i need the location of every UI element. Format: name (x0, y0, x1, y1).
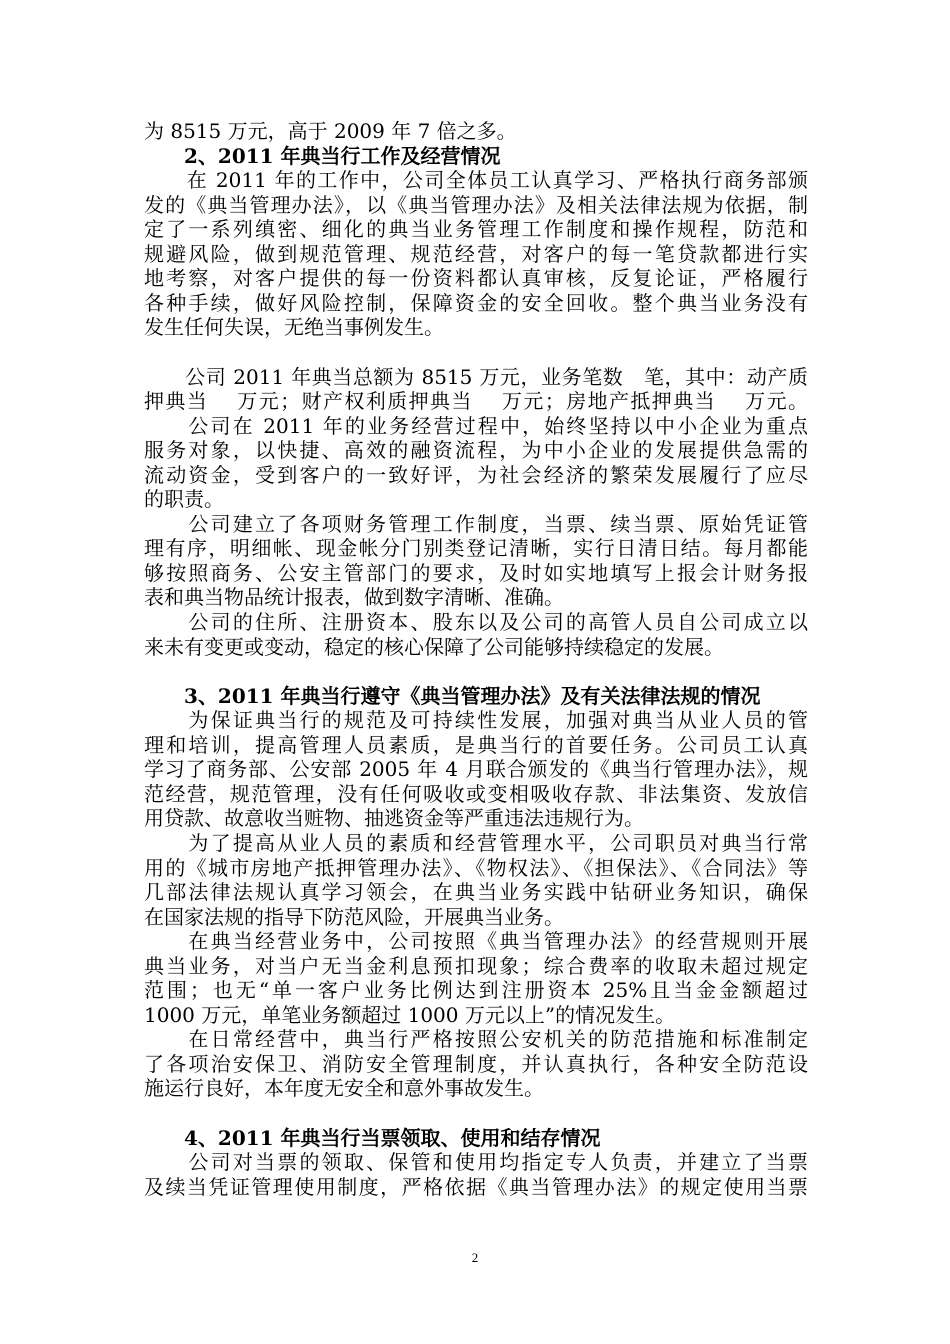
text-line: 公司的住所、注册资本、股东以及公司的高管人员自公司成立以 (144, 610, 808, 634)
text-line: 公司 2011 年典当总额为 8515 万元，业务笔数 笔，其中：动产质 (144, 365, 808, 389)
text-line: 够按照商务、公安主管部门的要求，及时如实地填写上报会计财务报 (144, 561, 808, 585)
blank-line (144, 1100, 808, 1126)
text-line: 流动资金，受到客户的一致好评，为社会经济的繁荣发展履行了应尽 (144, 463, 808, 487)
text-line: 施运行良好，本年度无安全和意外事故发生。 (144, 1076, 544, 1100)
page-number: 2 (471, 1250, 479, 1265)
text-line: 定了一系列缜密、细化的典当业务管理工作制度和操作规程，防范和 (144, 217, 808, 241)
text-line: 了各项治安保卫、消防安全管理制度，并认真执行，各种安全防范设 (144, 1052, 808, 1076)
section-heading: 4、2011 年典当行当票领取、使用和结存情况 (144, 1126, 601, 1150)
text-line: 规避风险，做到规范管理、规范经营，对客户的每一笔贷款都进行实 (144, 242, 808, 266)
blank-line (144, 339, 808, 365)
text-line: 为 8515 万元，高于 2009 年 7 倍之多。 (144, 119, 517, 143)
text-line: 发的《典当管理办法》，以《典当管理办法》及相关法律法规为依据，制 (144, 193, 808, 217)
text-line: 范经营，规范管理，没有任何吸收或变相吸收存款、非法集资、发放信 (144, 782, 808, 806)
text-line: 1000 万元，单笔业务额超过 1000 万元以上”的情况发生。 (144, 1003, 676, 1027)
text-line: 公司对当票的领取、保管和使用均指定专人负责，并建立了当票 (144, 1150, 808, 1174)
text-line: 公司建立了各项财务管理工作制度，当票、续当票、原始凭证管 (144, 512, 808, 536)
text-line: 及续当凭证管理使用制度，严格依据《典当管理办法》的规定使用当票 (144, 1175, 808, 1199)
text-line: 在国家法规的指导下防范风险，开展典当业务。 (144, 905, 564, 929)
text-line: 用贷款、故意收当赃物、抽逃资金等严重违法违规行为。 (144, 806, 644, 830)
blank-line (144, 658, 808, 684)
section-heading: 3、2011 年典当行遵守《典当管理办法》及有关法律法规的情况 (144, 684, 761, 708)
text-line: 服务对象，以快捷、高效的融资流程，为中小企业的发展提供急需的 (144, 438, 808, 462)
text-line: 典当业务，对当户无当金利息预扣现象；综合费率的收取未超过规定 (144, 954, 808, 978)
section-heading: 2、2011 年典当行工作及经营情况 (144, 144, 501, 168)
text-line: 在 2011 年的工作中，公司全体员工认真学习、严格执行商务部颁 (144, 168, 808, 192)
text-line: 来未有变更或变动，稳定的核心保障了公司能够持续稳定的发展。 (144, 635, 724, 659)
text-line: 在典当经营业务中，公司按照《典当管理办法》的经营规则开展 (144, 929, 808, 953)
text-line: 范围；也无“单一客户业务比例达到注册资本 25%且当金金额超过 (144, 978, 808, 1002)
text-line: 为了提高从业人员的素质和经营管理水平，公司职员对典当行常 (144, 831, 808, 855)
text-line: 的职责。 (144, 487, 224, 511)
text-line: 学习了商务部、公安部 2005 年 4 月联合颁发的《典当行管理办法》，规 (144, 757, 808, 781)
text-line: 各种手续，做好风险控制，保障资金的安全回收。整个典当业务没有 (144, 291, 808, 315)
text-line: 理有序，明细帐、现金帐分门别类登记清晰，实行日清日结。每月都能 (144, 536, 808, 560)
text-line: 为保证典当行的规范及可持续性发展，加强对典当从业人员的管 (144, 708, 808, 732)
text-line: 在日常经营中，典当行严格按照公安机关的防范措施和标准制定 (144, 1027, 808, 1051)
text-line: 押典当 万元；财产权利质押典当 万元；房地产抵押典当 万元。 (144, 389, 808, 413)
text-line: 几部法律法规认真学习领会，在典当业务实践中钻研业务知识，确保 (144, 880, 808, 904)
text-line: 用的《城市房地产抵押管理办法》、《物权法》、《担保法》、《合同法》等 (144, 856, 808, 880)
text-line: 发生任何失误，无绝当事例发生。 (144, 315, 444, 339)
text-line: 地考察，对客户提供的每一份资料都认真审核，反复论证，严格履行 (144, 266, 808, 290)
text-line: 理和培训，提高管理人员素质，是典当行的首要任务。公司员工认真 (144, 733, 808, 757)
text-line: 公司在 2011 年的业务经营过程中，始终坚持以中小企业为重点 (144, 414, 808, 438)
text-line: 表和典当物品统计报表，做到数字清晰、准确。 (144, 585, 564, 609)
